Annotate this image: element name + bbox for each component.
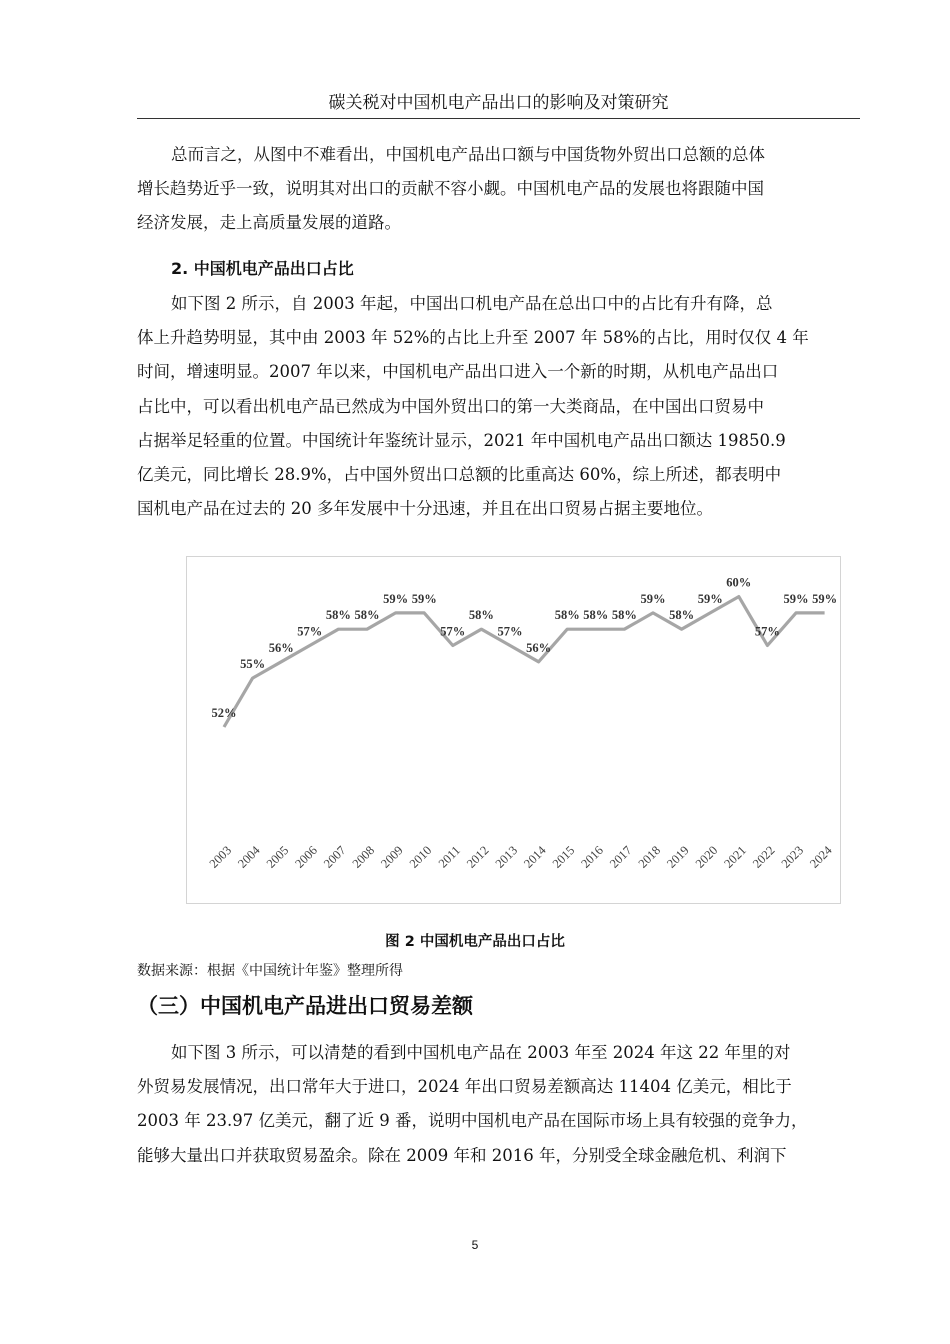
paragraph-line: 如下图 3 所示，可以清楚的看到中国机电产品在 2003 年至 2024 年这 22 年里的对: [171, 1043, 791, 1062]
x-tick-label-2004: 2004: [235, 843, 263, 871]
section-heading: （三）中国机电产品进出口贸易差额: [137, 994, 473, 1018]
x-tick-label-2007: 2007: [320, 843, 349, 871]
x-tick-label-2005: 2005: [263, 843, 292, 871]
x-tick-label-2009: 2009: [378, 843, 406, 871]
series-line: [224, 597, 825, 727]
x-tick-label-2019: 2019: [664, 843, 692, 871]
x-tick-label-2006: 2006: [292, 843, 320, 871]
paragraph-line: 占比中，可以看出机电产品已然成为中国外贸出口的第一大类商品，在中国出口贸易中: [137, 396, 764, 416]
x-tick-label-2023: 2023: [778, 843, 807, 871]
x-tick-label-2011: 2011: [435, 843, 463, 871]
data-source-note: 数据来源：根据《中国统计年鉴》整理所得: [137, 963, 403, 979]
data-label-2010: 59%: [411, 591, 437, 606]
x-tick-label-2013: 2013: [492, 843, 521, 871]
data-label-2006: 57%: [297, 624, 323, 639]
data-label-2003: 52%: [211, 706, 237, 720]
paragraph-line: 总而言之，从图中不难看出，中国机电产品出口额与中国货物外贸出口总额的总体: [171, 145, 765, 164]
data-label-2016: 58%: [583, 608, 609, 623]
subheading-export-share: 2. 中国机电产品出口占比: [171, 259, 354, 278]
data-label-2011: 57%: [440, 624, 466, 639]
x-tick-label-2018: 2018: [635, 843, 664, 871]
data-label-2012: 58%: [468, 608, 494, 623]
x-tick-label-2015: 2015: [549, 843, 578, 871]
data-label-2004: 55%: [240, 657, 266, 672]
data-label-2005: 56%: [268, 640, 294, 655]
x-tick-label-2024: 2024: [807, 843, 835, 871]
x-tick-label-2014: 2014: [521, 843, 549, 871]
x-tick-label-2010: 2010: [406, 843, 435, 871]
paragraph-summary: [137, 138, 860, 241]
data-label-2008: 58%: [354, 608, 380, 623]
export-share-line-chart: [187, 557, 840, 903]
data-label-2022: 57%: [754, 624, 780, 639]
figure-caption: 图 2 中国机电产品出口占比: [385, 934, 565, 950]
x-tick-label-2017: 2017: [606, 843, 635, 871]
data-label-2007: 58%: [325, 608, 351, 623]
paragraph-trade-balance: [137, 1036, 860, 1173]
data-label-2013: 57%: [497, 624, 523, 639]
data-label-2024: 59%: [812, 591, 838, 606]
page-number: 5: [471, 1238, 479, 1252]
data-label-2014: 56%: [526, 640, 552, 655]
data-label-2020: 59%: [697, 591, 723, 606]
data-label-2021: 60%: [726, 575, 752, 590]
running-header: 碳关税对中国机电产品出口的影响及对策研究: [137, 90, 860, 119]
paragraph-line: 经济发展，走上高质量发展的道路。: [137, 213, 401, 233]
data-label-2018: 59%: [640, 591, 666, 606]
x-tick-label-2012: 2012: [463, 843, 492, 871]
paragraph-export-share: [137, 287, 860, 526]
x-tick-label-2021: 2021: [721, 843, 749, 871]
paragraph-line: 体上升趋势明显，其中由 2003 年 52%的占比上升至 2007 年 58%的占比，用时仅仅 4 年: [137, 328, 809, 348]
data-label-2009: 59%: [383, 591, 409, 606]
chart-frame: [186, 556, 841, 904]
paragraph-line: 能够大量出口并获取贸易盈余。除在 2009 年和 2016 年，分别受全球金融危机、利润下: [137, 1145, 787, 1165]
paragraph-line: 亿美元，同比增长 28.9%，占中国外贸出口总额的比重高达 60%，综上所述，都表明中: [137, 465, 782, 485]
data-label-2017: 58%: [611, 608, 637, 623]
x-tick-label-2016: 2016: [578, 843, 606, 871]
paragraph-line: 2003 年 23.97 亿美元，翻了近 9 番，说明中国机电产品在国际市场上具有较强的竞争力，: [137, 1111, 808, 1131]
x-tick-label-2003: 2003: [206, 843, 235, 871]
paragraph-line: 国机电产品在过去的 20 多年发展中十分迅速，并且在出口贸易占据主要地位。: [137, 499, 713, 519]
paragraph-line: 占据举足轻重的位置。中国统计年鉴统计显示，2021 年中国机电产品出口额达 19850.9: [137, 430, 786, 450]
paragraph-line: 外贸易发展情况，出口常年大于进口，2024 年出口贸易差额高达 11404 亿美元，相比于: [137, 1077, 792, 1097]
data-label-2019: 58%: [669, 608, 695, 623]
x-tick-label-2022: 2022: [749, 843, 778, 871]
paragraph-line: 增长趋势近乎一致，说明其对出口的贡献不容小觑。中国机电产品的发展也将跟随中国: [137, 179, 764, 199]
x-tick-label-2020: 2020: [692, 843, 721, 871]
paragraph-line: 时间，增速明显。2007 年以来，中国机电产品出口进入一个新的时期，从机电产品出口: [137, 362, 779, 382]
x-tick-label-2008: 2008: [349, 843, 378, 871]
paragraph-line: 如下图 2 所示，自 2003 年起，中国出口机电产品在总出口中的占比有升有降，总: [171, 294, 773, 313]
data-label-2015: 58%: [554, 608, 580, 623]
data-label-2023: 59%: [783, 591, 809, 606]
